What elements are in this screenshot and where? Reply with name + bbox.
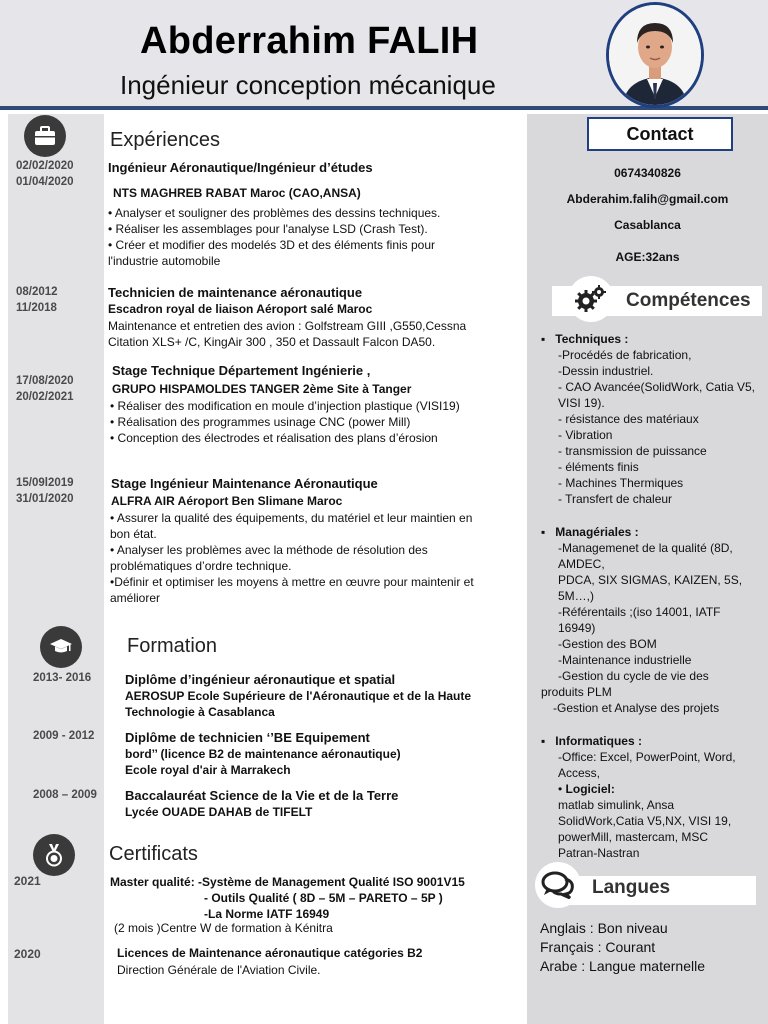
bullet-icon: ▪ xyxy=(541,525,546,539)
certificat-1-note: (2 mois )Centre W de formation à Kénitra xyxy=(114,921,333,935)
formation-2-dates: 2009 - 2012 xyxy=(33,730,95,742)
skills-manageriales: ▪ Managériales : -Managemenet de la qualité (8D, AMDEC, PDCA, SIX SIGMAS, KAIZEN, 5S, 5M…,) -Référentails ;(iso 14001, IATF 16949) -Gestion des BOM -Maintenance industrielle -Gestion du cycle de vie des produits PLM -Gestion et Analyse des projets xyxy=(541,525,743,715)
certificat-2-note: Direction Générale de l'Aviation Civile. xyxy=(117,963,321,977)
date-start: 02/02/2020 xyxy=(16,160,74,172)
date-end: 01/04/2020 xyxy=(16,176,74,188)
contact-city: Casablanca xyxy=(614,218,681,232)
experience-4-description: • Assurer la qualité des équipements, du matériel et leur maintien en bon état. • Analyser les problèmes avec la méthode de résolution des problématiques d’ordre technique. •Définir et optimiser les moyens à mettre en œuvre pour maintenir et améliorer xyxy=(110,511,474,605)
date-start: 15/09l2019 xyxy=(16,477,74,489)
bullet-icon: • xyxy=(558,782,563,796)
experience-4-company: ALFRA AIR Aéroport Ben Slimane Maroc xyxy=(111,494,343,508)
experience-3-company: GRUPO HISPAMOLDES TANGER 2ème Site à Tanger xyxy=(112,382,412,396)
contact-email[interactable]: Abderahim.falih@gmail.com xyxy=(566,192,729,206)
experience-1-title: Ingénieur Aéronautique/Ingénieur d’études xyxy=(108,160,373,175)
portrait-illustration xyxy=(609,5,701,105)
formation-3-dates: 2008 – 2009 xyxy=(33,789,97,801)
competences-title: Compétences xyxy=(626,290,751,311)
experience-1-company: NTS MAGHREB RABAT Maroc (CAO,ANSA) xyxy=(113,186,361,200)
experience-3-dates xyxy=(16,373,74,405)
formation-3-description: Baccalauréat Science de la Vie et de la Terre Lycée OUADE DAHAB de TIFELT xyxy=(125,788,399,819)
profile-photo xyxy=(606,2,704,108)
gears-icon xyxy=(568,276,614,322)
techniques-label: Techniques : xyxy=(555,332,629,346)
chat-bubbles-icon xyxy=(535,862,581,908)
language-french: Français : Courant xyxy=(540,939,656,955)
experience-4-title: Stage Ingénieur Maintenance Aéronautique xyxy=(111,476,378,491)
certificat-2-year: 2020 xyxy=(14,947,41,961)
contact-phone[interactable]: 0674340826 xyxy=(614,166,681,180)
experience-2-title: Technicien de maintenance aéronautique xyxy=(108,285,363,300)
contact-title: Contact xyxy=(587,117,733,151)
formation-1-description: Diplôme d’ingénieur aéronautique et spatial AEROSUP Ecole Supérieure de l'Aéronautique et de la Haute Technologie à Casablanca xyxy=(125,672,472,719)
certificat-1-year: 2021 xyxy=(14,874,41,888)
language-english: Anglais : Bon niveau xyxy=(540,920,668,936)
formation-2-description: Diplôme de technicien ‘’BE Equipement bord’’ (licence B2 de maintenance aéronautique) Ecole royal d'air à Marrakech xyxy=(125,730,401,777)
date-start: 17/08/2020 xyxy=(16,375,74,387)
certificat-2-title: Licences de Maintenance aéronautique catégories B2 xyxy=(117,946,423,960)
language-arabic: Arabe : Langue maternelle xyxy=(540,958,705,974)
formation-1-dates: 2013- 2016 xyxy=(33,672,92,684)
experience-1-description: • Analyser et souligner des problèmes des dessins techniques. • Réaliser les assemblages pour l'analyse LSD (Crash Test). • Créer et modifier des modelés 3D et des éléments finis pour l'industrie automobile xyxy=(108,206,441,268)
bullet-icon: ▪ xyxy=(541,734,546,748)
candidate-name: Abderrahim FALIH xyxy=(140,20,479,62)
medal-icon xyxy=(33,834,75,876)
logiciel-label: Logiciel: xyxy=(565,782,615,796)
experience-2-dates xyxy=(16,284,58,316)
experience-2-company: Escadron royal de liaison Aéroport salé Maroc xyxy=(108,302,373,316)
langues-title: Langues xyxy=(592,877,671,898)
experience-3-title: Stage Technique Département Ingénierie , xyxy=(112,363,371,378)
graduation-cap-icon xyxy=(40,626,82,668)
date-start: 08/2012 xyxy=(16,286,58,298)
formation-title: Formation xyxy=(127,635,218,657)
experiences-title: Expériences xyxy=(110,129,221,151)
date-end: 11/2018 xyxy=(16,302,57,314)
experience-1-dates xyxy=(16,158,74,190)
informatiques-label: Informatiques : xyxy=(555,734,642,748)
experience-2-description: Maintenance et entretien des avion : Golfstream GIII ,G550,Cessna Citation XLS+ /C, KingAir 300 , 350 et Dassault Falcon DA50. xyxy=(108,319,467,349)
date-end: 31/01/2020 xyxy=(16,493,74,505)
date-end: 20/02/2021 xyxy=(16,391,74,403)
experience-3-description: • Réaliser des modification en moule d’injection plastique (VISI19) • Réalisation des programmes usinage CNC (power Mill) • Conception des électrodes et réalisation des plans d’érosion xyxy=(110,399,460,445)
skills-informatiques: ▪ Informatiques : -Office: Excel, PowerPoint, Word, Access, • Logiciel: matlab simulink, Ansa SolidWork,Catia V5,NX, VISI 19, powerMill, mastercam, MSC Patran-Nastran xyxy=(541,734,736,860)
experience-4-dates xyxy=(16,475,74,507)
skills-techniques: ▪ Techniques : -Procédés de fabrication, -Dessin industriel. - CAO Avancée(SolidWork, Catia V5, VISI 19). - résistance des matériaux - Vibration - transmission de puissance - éléments finis - Machines Thermiques - Transfert de chaleur xyxy=(541,332,755,506)
manageriales-label: Managériales : xyxy=(555,525,639,539)
briefcase-icon xyxy=(24,115,66,157)
certificats-title: Certificats xyxy=(109,843,198,865)
job-title: Ingénieur conception mécanique xyxy=(120,70,496,100)
certificat-1-description: Master qualité: -Système de Management Qualité ISO 9001V15 - Outils Qualité ( 8D – 5M – PARETO – 5P ) -La Norme IATF 16949 xyxy=(110,875,465,921)
contact-age: AGE:32ans xyxy=(615,250,680,264)
bullet-icon: ▪ xyxy=(541,332,546,346)
